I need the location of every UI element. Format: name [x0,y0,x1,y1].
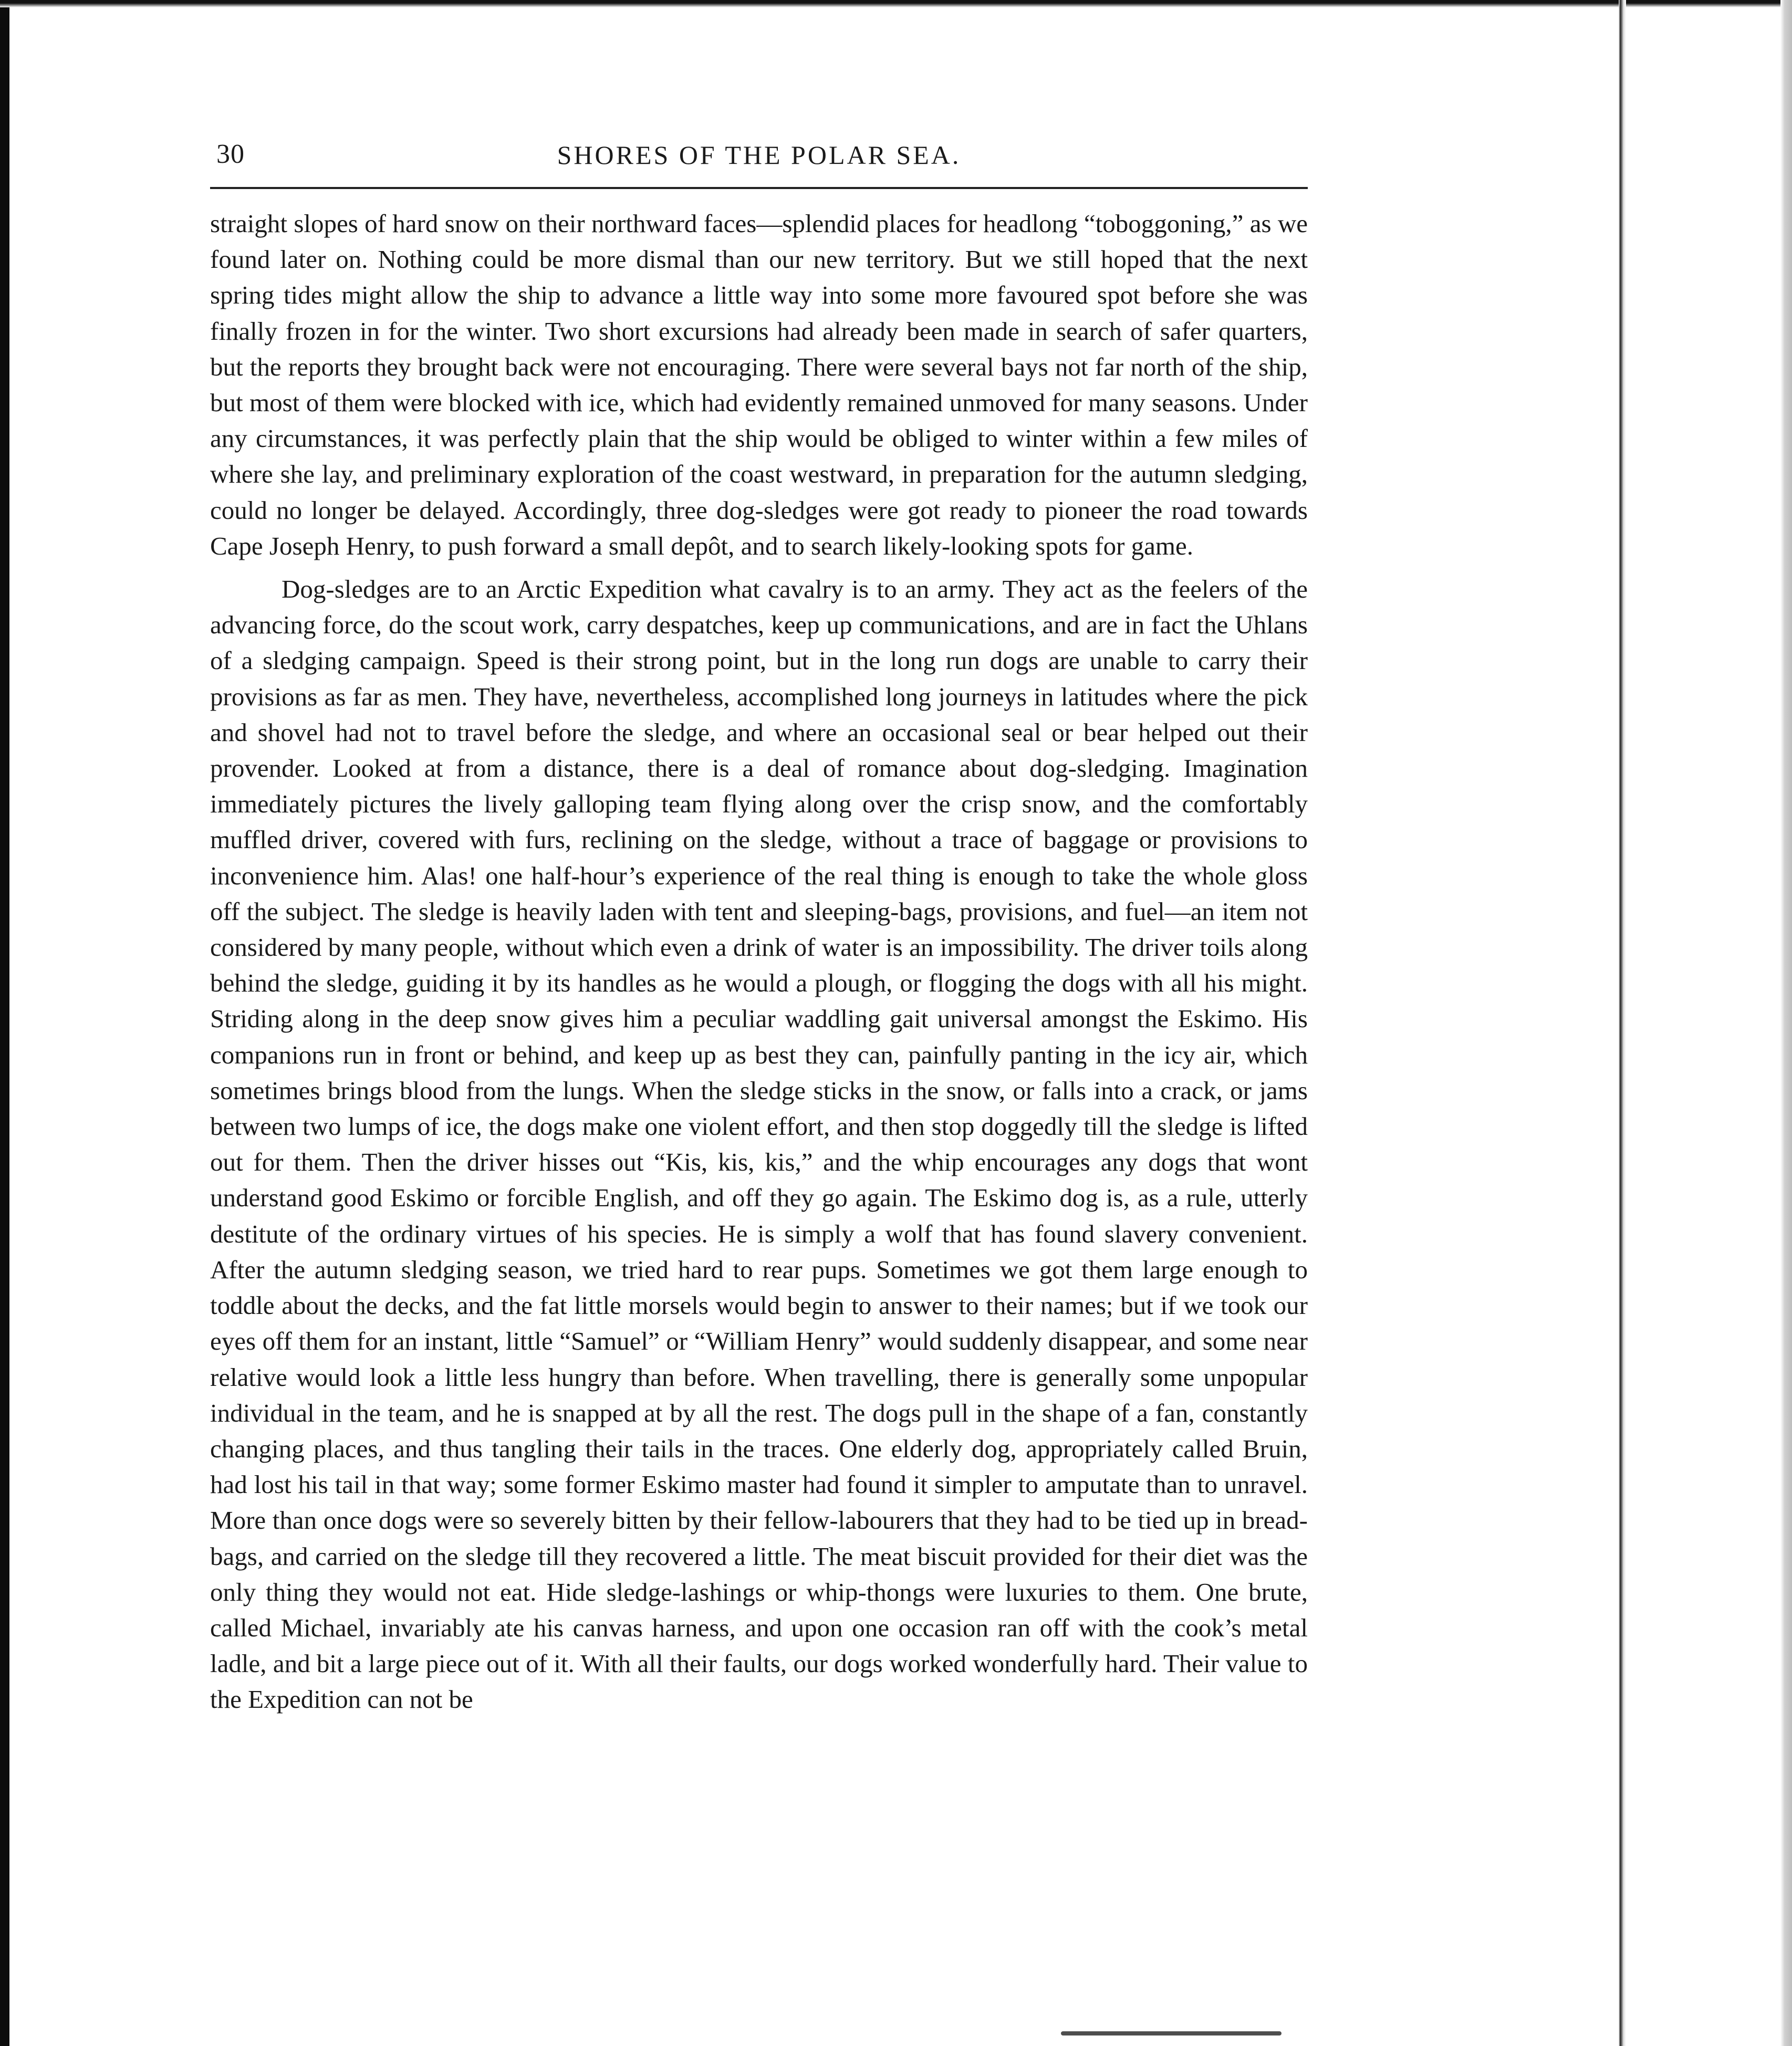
paragraph-dog-sledges: Dog-sledges are to an Arctic Expedition what cavalry is to an army. They act as the feelers of the advancing force, do the scout work, carry despatches, keep up communications, and are in fact the Uhlans of a sledging campaign. Speed is their strong point, but in the long run dogs are unable to carry their provisions as far as men. They have, nevertheless, accomplished long journeys in latitudes where the pick and shovel had not to travel before the sledge, and where an occasional seal or bear helped out their provender. Looked at from a distance, there is a deal of romance about dog-sledging. Imagination immediately pictures the lively galloping team flying along over the crisp snow, and the comfortably muffled driver, covered with furs, reclining on the sledge, without a trace of baggage or provisions to inconvenience him. Alas! one half-hour’s experience of the real thing is enough to take the whole gloss off the subject. The sledge is heavily laden with tent and sleeping-bags, provisions, and fuel—an item not considered by many people, without which even a drink of water is an impossibility. The driver toils along behind the sledge, guiding it by its handles as he would a plough, or flogging the dogs with all his might. Striding along in the deep snow gives him a peculiar waddling gait universal amongst the Eskimo. His companions run in front or behind, and keep up as best they can, painfully panting in the icy air, which sometimes brings blood from the lungs. When the sledge sticks in the snow, or falls into a crack, or jams between two lumps of ice, the dogs make one violent effort, and then stop doggedly till the sledge is lifted out for them. Then the driver hisses out “Kis, kis, kis,” and the whip encourages any dogs that wont understand good Eskimo or forcible English, and off they go again. The Eskimo dog is, as a rule, utterly destitute of the ordinary virtues of his species. He is simply a wolf that has found slavery convenient. After the autumn sledging season, we tried hard to rear pups. Sometimes we got them large enough to toddle about the decks, and the fat little morsels would begin to answer to their names; but if we took our eyes off them for an instant, little “Samuel” or “William Henry” would suddenly disappear, and some near relative would look a little less hungry than before. When travelling, there is generally some unpopular individual in the team, and he is snapped at by all the rest. The dogs pull in the shape of a fan, constantly changing places, and thus tangling their tails in the traces. One elderly dog, appropriately called Bruin, had lost his tail in that way; some former Eskimo master had found it simpler to amputate than to unravel. More than once dogs were so severely bitten by their fellow-labourers that they had to be tied up in bread-bags, and carried on the sledge till they recovered a little. The meat biscuit provided for their diet was the only thing they would not eat. Hide sledge-lashings or whip-thongs were luxuries to them. One brute, called Michael, invariably ate his canvas harness, and upon one occasion ran off with the cook’s metal ladle, and bit a large piece out of it. With all their faults, our dogs worked wonderfully hard. Their value to the Expedition can not be [210,575,1308,1714]
running-head [210,131,1308,173]
scan-border-top [0,0,1792,7]
scan-bottom-mark [1061,2031,1282,2035]
paragraph-continued: straight slopes of hard snow on their northward faces—splendid places for headlong “toboggoning,” as we found later on. Nothing could be more dismal than our new territory. But we still hoped that the next spring tides might allow the ship to advance a little way into some more favoured spot before she was finally frozen in for the winter. Two short excursions had already been made in search of safer quarters, but the reports they brought back were not encouraging. There were several bays not far north of the ship, but most of them were blocked with ice, which had evidently remained unmoved for many seasons. Under any circumstances, it was perfectly plain that the ship would be obliged to winter within a few miles of where she lay, and preliminary exploration of the coast westward, in preparation for the autumn sledging, could no longer be delayed. Accordingly, three dog-sledges were got ready to pioneer the road towards Cape Joseph Henry, to push forward a small depôt, and to search likely-looking spots for game. [210,209,1308,560]
book-page [210,131,1308,1718]
scan-border-right [1780,0,1792,2046]
running-title: SHORES OF THE POLAR SEA. [557,140,961,170]
header-rule [210,187,1308,189]
scan-gutter-line [1619,0,1626,2046]
page-number: 30 [216,139,245,169]
scan-border-left [0,0,9,2046]
body-text [210,206,1308,1718]
